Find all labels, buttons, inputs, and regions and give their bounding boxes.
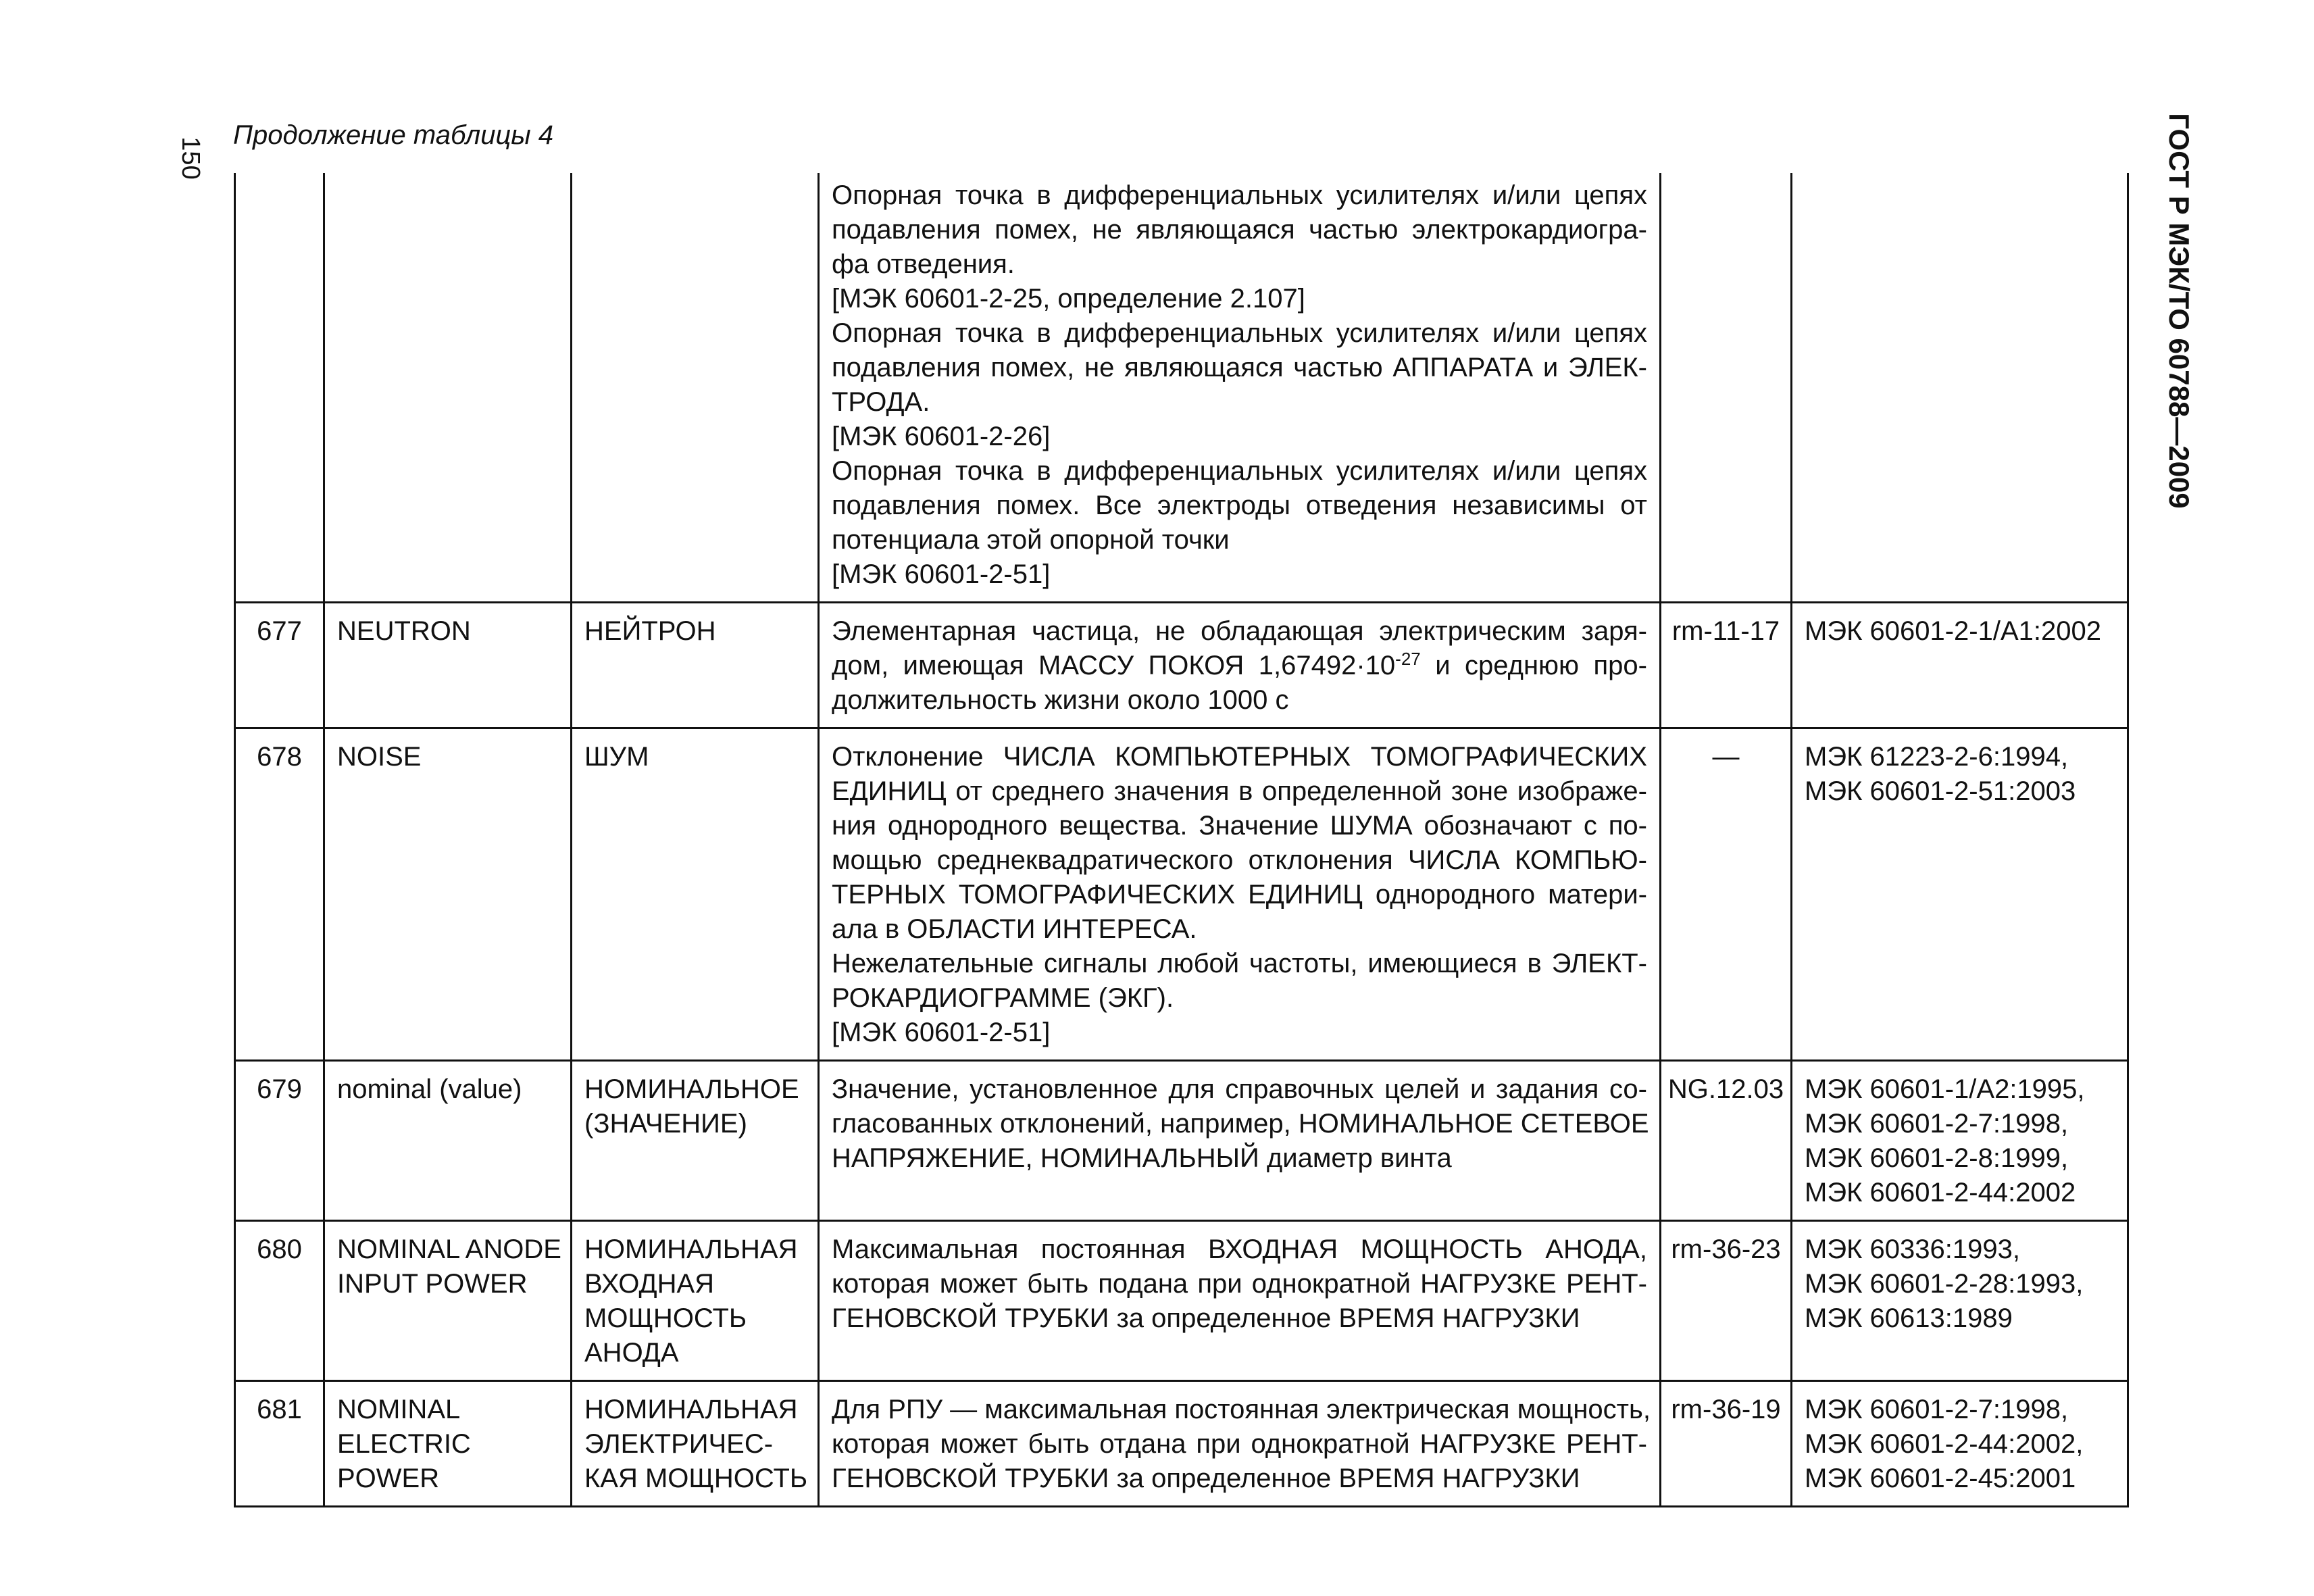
term-en-line: POWER — [337, 1464, 440, 1493]
cell-term-en — [324, 603, 572, 728]
term-code: NG.12.03 — [1667, 1074, 1784, 1104]
definition-line: Опорная точка в дифференциальных усилителях и/или цепях — [832, 318, 1647, 348]
term-code: rm-36-23 — [1671, 1235, 1781, 1264]
cell-code — [1661, 1061, 1792, 1221]
definition-line: Максимальная постоянная ВХОДНАЯ МОЩНОСТЬ АНОДА, — [832, 1235, 1647, 1264]
document-code: ГОСТ Р МЭК/ТО 60788—2009 — [2163, 113, 2195, 509]
cell-term-en — [324, 1221, 572, 1381]
term-number: 680 — [257, 1235, 302, 1264]
definition-line: ния однородного вещества. Значение ШУМА обозначают с по- — [832, 811, 1647, 841]
definition-line: ТРОДА. — [832, 387, 930, 417]
table-row — [235, 1381, 2128, 1507]
source-line: МЭК 60613:1989 — [1805, 1303, 2013, 1333]
cell-num — [235, 1221, 324, 1381]
source-line: МЭК 60601-2-45:2001 — [1805, 1464, 2076, 1493]
definition-line: [МЭК 60601-2-51] — [832, 1018, 1051, 1047]
term-ru-line: НОМИНАЛЬНАЯ — [584, 1235, 798, 1264]
definition-line: ГЕНОВСКОЙ ТРУБКИ за определенное ВРЕМЯ НАГРУЗКИ — [832, 1464, 1580, 1493]
cell-term-ru — [572, 1061, 819, 1221]
term-ru-line: ЭЛЕКТРИЧЕС- — [584, 1429, 774, 1459]
definition-line: фа отведения. — [832, 249, 1015, 279]
term-ru-line: НЕЙТРОН — [584, 616, 716, 646]
source-line: МЭК 61223-2-6:1994, — [1805, 742, 2069, 772]
cell-code — [1661, 603, 1792, 728]
definition-line: РОКАРДИОГРАММЕ (ЭКГ). — [832, 983, 1174, 1013]
definition-line — [832, 649, 1647, 683]
cell-definition — [819, 728, 1661, 1061]
cell-term-ru — [572, 603, 819, 728]
definition-line: Нежелательные сигналы любой частоты, имеющиеся в ЭЛЕКТ- — [832, 949, 1647, 978]
cell-definition — [819, 1061, 1661, 1221]
table-row-continuation — [235, 173, 2128, 603]
table-row — [235, 728, 2128, 1061]
definition-line: [МЭК 60601-2-25, определение 2.107] — [832, 284, 1305, 314]
cell-source — [1792, 728, 2128, 1061]
cell-source — [1792, 173, 2128, 603]
definition-line: должительность жизни около 1000 с — [832, 685, 1289, 715]
definition-text: дом, имеющая МАССУ ПОКОЯ 1,67492·10 — [832, 651, 1396, 680]
term-ru-line: (ЗНАЧЕНИЕ) — [584, 1109, 747, 1139]
table-row — [235, 1061, 2128, 1221]
term-number: 681 — [257, 1395, 302, 1424]
definition-line: ГЕНОВСКОЙ ТРУБКИ за определенное ВРЕМЯ НАГРУЗКИ — [832, 1303, 1580, 1333]
definition-line: ТЕРНЫХ ТОМОГРАФИЧЕСКИХ ЕДИНИЦ однородного матери- — [832, 880, 1647, 909]
cell-definition — [819, 173, 1661, 603]
cell-num — [235, 728, 324, 1061]
source-line: МЭК 60601-2-44:2002 — [1805, 1178, 2076, 1207]
term-code: — — [1712, 742, 1740, 772]
definition-line: которая может быть подана при однократной НАГРУЗКЕ РЕНТ- — [832, 1269, 1647, 1299]
term-ru-line: КАЯ МОЩНОСТЬ — [584, 1464, 808, 1493]
table-row — [235, 603, 2128, 728]
definition-line: подавления помех. Все электроды отведения независимы от — [832, 491, 1647, 520]
terms-table — [234, 173, 2129, 1507]
cell-term-en — [324, 1381, 572, 1507]
term-en-line: INPUT POWER — [337, 1269, 528, 1299]
page-number: 150 — [176, 136, 205, 180]
definition-line: ала в ОБЛАСТИ ИНТЕРЕСА. — [832, 914, 1197, 944]
definition-line: [МЭК 60601-2-26] — [832, 422, 1051, 451]
cell-definition — [819, 1381, 1661, 1507]
source-line: МЭК 60336:1993, — [1805, 1235, 2020, 1264]
cell-term-ru — [572, 1221, 819, 1381]
source-line: МЭК 60601-2-44:2002, — [1805, 1429, 2084, 1459]
term-number: 679 — [257, 1074, 302, 1104]
source-line: МЭК 60601-2-1/А1:2002 — [1805, 616, 2101, 646]
source-line: МЭК 60601-1/А2:1995, — [1805, 1074, 2085, 1104]
definition-line: Элементарная частица, не обладающая электрическим заря- — [832, 616, 1647, 646]
term-en-line: NEUTRON — [337, 616, 471, 646]
table-caption: Продолжение таблицы 4 — [233, 120, 554, 150]
terms-table-body — [235, 173, 2128, 1507]
cell-term-en — [324, 173, 572, 603]
definition-line: ЕДИНИЦ от среднего значения в определенной зоне изображе- — [832, 776, 1647, 806]
term-ru-line: НОМИНАЛЬНОЕ — [584, 1074, 799, 1104]
definition-text: и среднюю про- — [1420, 651, 1647, 680]
term-en-line: NOISE — [337, 742, 422, 772]
cell-code — [1661, 173, 1792, 603]
source-line: МЭК 60601-2-7:1998, — [1805, 1395, 2069, 1424]
term-number: 678 — [257, 742, 302, 772]
cell-code — [1661, 1221, 1792, 1381]
term-en-line: NOMINAL ANODE — [337, 1235, 561, 1264]
source-line: МЭК 60601-2-7:1998, — [1805, 1109, 2069, 1139]
cell-term-ru — [572, 728, 819, 1061]
source-line: МЭК 60601-2-8:1999, — [1805, 1143, 2069, 1173]
term-ru-line: АНОДА — [584, 1338, 679, 1368]
cell-definition — [819, 1221, 1661, 1381]
table-row — [235, 1221, 2128, 1381]
term-code: rm-11-17 — [1671, 616, 1780, 646]
term-ru-line: ШУМ — [584, 742, 649, 772]
source-line: МЭК 60601-2-28:1993, — [1805, 1269, 2084, 1299]
definition-line: Отклонение ЧИСЛА КОМПЬЮТЕРНЫХ ТОМОГРАФИЧЕСКИХ — [832, 742, 1647, 772]
cell-num — [235, 1381, 324, 1507]
definition-line: мощью среднеквадратического отклонения ЧИСЛА КОМПЬЮ- — [832, 845, 1647, 875]
cell-term-en — [324, 728, 572, 1061]
definition-line: Для РПУ — максимальная постоянная электрическая мощность, — [832, 1395, 1651, 1424]
cell-source — [1792, 1221, 2128, 1381]
definition-line: Опорная точка в дифференциальных усилителях и/или цепях — [832, 456, 1647, 486]
cell-code — [1661, 1381, 1792, 1507]
term-en-line: NOMINAL — [337, 1395, 461, 1424]
exponent: -27 — [1395, 649, 1421, 669]
cell-source — [1792, 603, 2128, 728]
cell-source — [1792, 1381, 2128, 1507]
definition-line: которая может быть отдана при однократной НАГРУЗКЕ РЕНТ- — [832, 1429, 1647, 1459]
definition-line: гласованных отклонений, например, НОМИНАЛЬНОЕ СЕТЕВОЕ — [832, 1109, 1649, 1139]
term-code: rm-36-19 — [1671, 1395, 1781, 1424]
term-en-line: nominal (value) — [337, 1074, 522, 1104]
term-number: 677 — [257, 616, 302, 646]
term-ru-line: ВХОДНАЯ — [584, 1269, 715, 1299]
cell-term-ru — [572, 1381, 819, 1507]
source-line: МЭК 60601-2-51:2003 — [1805, 776, 2076, 806]
cell-code — [1661, 728, 1792, 1061]
cell-num — [235, 1061, 324, 1221]
cell-definition — [819, 603, 1661, 728]
definition-line: Значение, установленное для справочных целей и задания со- — [832, 1074, 1647, 1104]
term-ru-line: НОМИНАЛЬНАЯ — [584, 1395, 798, 1424]
term-ru-line: МОЩНОСТЬ — [584, 1303, 747, 1333]
term-en-line: ELECTRIC — [337, 1429, 471, 1459]
definition-line: НАПРЯЖЕНИЕ, НОМИНАЛЬНЫЙ диаметр винта — [832, 1143, 1452, 1173]
definition-line: подавления помех, не являющаяся частью АППАРАТА и ЭЛЕК- — [832, 353, 1647, 382]
cell-term-en — [324, 1061, 572, 1221]
cell-num — [235, 603, 324, 728]
definition-line: Опорная точка в дифференциальных усилителях и/или цепях — [832, 180, 1647, 210]
definition-line: потенциала этой опорной точки — [832, 525, 1230, 555]
definition-line: [МЭК 60601-2-51] — [832, 559, 1051, 589]
cell-source — [1792, 1061, 2128, 1221]
cell-num — [235, 173, 324, 603]
definition-line: подавления помех, не являющаяся частью электрокардиогра- — [832, 215, 1647, 245]
cell-term-ru — [572, 173, 819, 603]
